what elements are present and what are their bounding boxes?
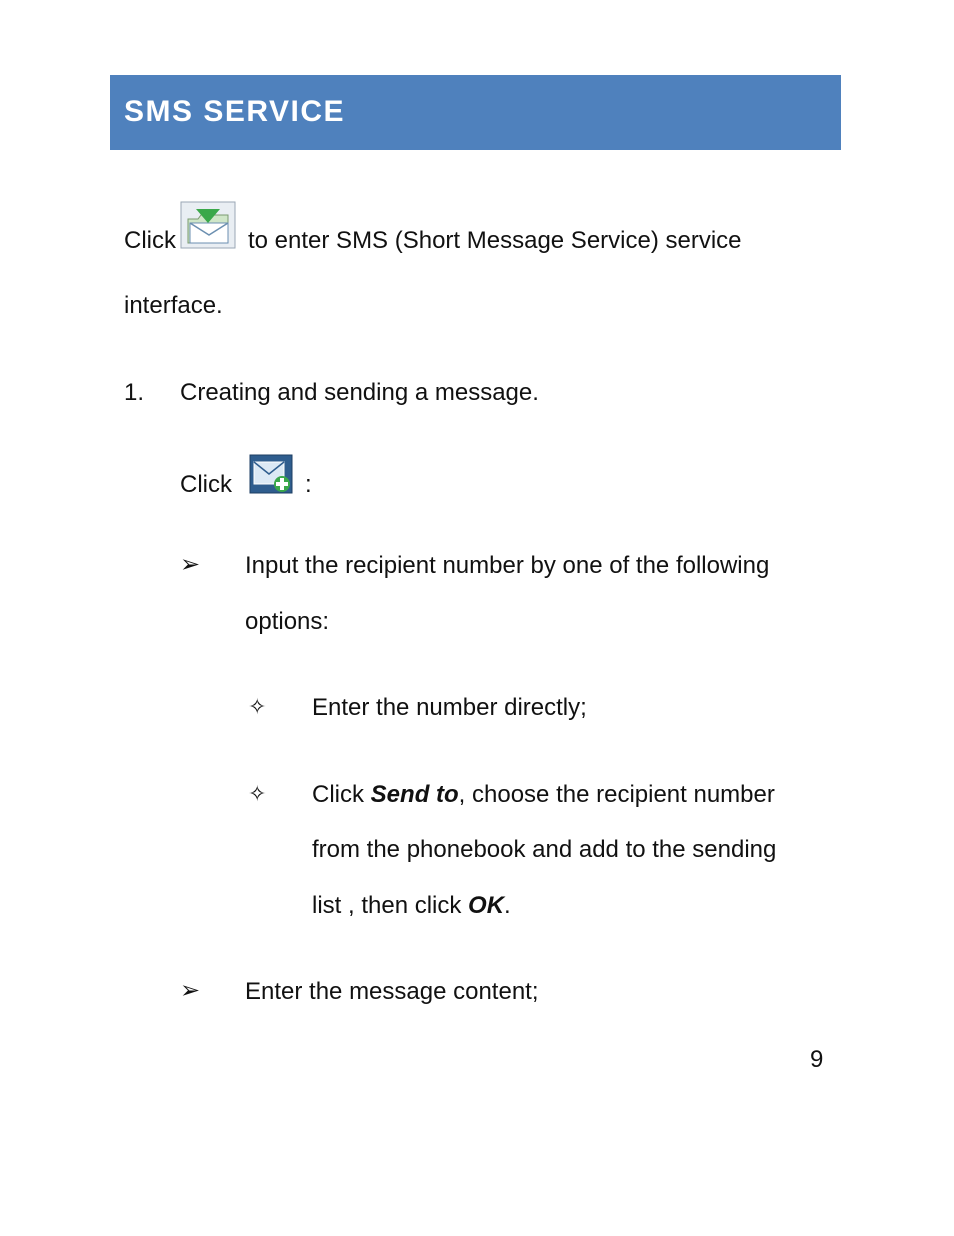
option-click-text: Click [312,781,371,808]
intro-click-label: Click [124,227,176,254]
ok-label: OK [468,892,505,919]
arrow-bullet-icon: ➢ [180,551,201,578]
intro-text: to enter SMS (Short Message Service) service [248,227,742,254]
bullet-content: Enter the message content; [245,978,539,1005]
intro-text-line2: interface. [124,292,223,319]
step-click-label: Click [180,471,232,498]
step-colon: : [305,471,312,498]
star-bullet-icon: ✧ [248,694,267,719]
option-line3-pre: list , then click [312,892,469,919]
section-banner [110,75,841,150]
page-number: 9 [810,1046,824,1073]
section-title: SMS SERVICE [124,95,346,128]
arrow-bullet-icon: ➢ [180,977,201,1004]
new-message-icon[interactable] [249,454,293,499]
option-send-to-line3 [312,894,511,918]
sms-folder-envelope-icon[interactable] [180,201,236,254]
option-rest-text: , choose the recipient number [458,781,775,808]
bullet-input-line1: Input the recipient number by one of the following [245,552,770,579]
star-bullet-icon: ✧ [248,781,267,806]
step-title: Creating and sending a message. [180,379,539,406]
option-send-to-line1 [312,783,775,807]
option-send-to-line2: from the phonebook and add to the sending [312,836,777,863]
bullet-input-line2: options: [245,608,330,635]
option-line3-post: . [504,892,511,919]
step-number: 1. [124,379,145,406]
send-to-label: Send to [370,781,459,808]
option-direct: Enter the number directly; [312,694,587,721]
